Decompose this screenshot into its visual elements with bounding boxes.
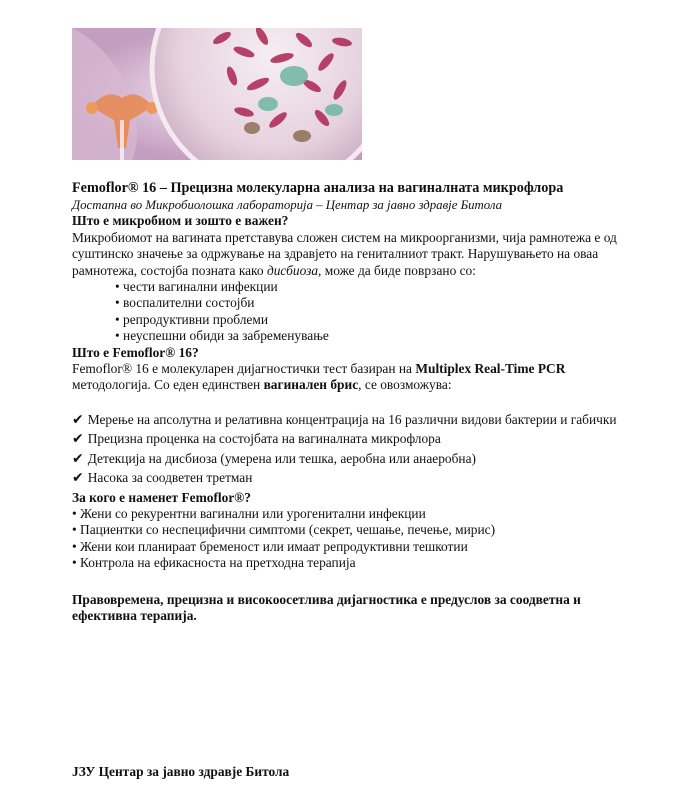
list-item: ✔ Прецизна проценка на состојбата на вагиналната микрофлора xyxy=(72,431,441,448)
microbiome-illustration xyxy=(72,28,362,160)
magnified-view xyxy=(152,28,362,160)
header-illustration xyxy=(72,28,362,160)
checkmark-icon: ✔ xyxy=(72,431,84,448)
list-item: ✔ Детекција на дисбиоза (умерена или тешка, аеробна или анаеробна) xyxy=(72,450,476,467)
checkmark-icon: ✔ xyxy=(72,450,84,467)
list-item: • Жени кои планираат бременост или имаат репродуктивни тешкотии xyxy=(72,539,632,555)
list-item: • воспалителни состојби xyxy=(115,295,632,311)
document-subtitle: Достапна во Микробиолошка лабораторија – Центар за јавно здравје Битола xyxy=(72,198,502,212)
section-text-femoflor: Femoflor® 16 е молекуларен дијагностички тест базиран на Multiplex Real-Time PCR методологија. Со еден единствен вагинален брис, се овозможува: xyxy=(72,361,566,393)
document-title: Femoflor® 16 – Прецизна молекуларна анализа на вагиналната микрофлора xyxy=(72,180,564,196)
list-item: ✔ Мерење на апсолутна и релативна концентрација на 16 различни видови бактерии и габички xyxy=(72,411,617,428)
list-item: • Жени со рекурентни вагинални или урогенитални инфекции xyxy=(72,506,632,522)
list-item: • Контрола на ефикасноста на претходна терапија xyxy=(72,555,632,571)
section-heading-femoflor: Што е Femoflor® 16? xyxy=(72,344,199,360)
condition-list xyxy=(72,279,632,345)
list-item: • Пациентки со неспецифични симптоми (секрет, чешање, печење, мирис) xyxy=(72,522,632,538)
closing-statement: Правовремена, прецизна и високоосетлива дијагностика е предуслов за соодветна и ефективна терапија. xyxy=(72,591,581,623)
list-item: • репродуктивни проблеми xyxy=(115,312,632,328)
capability-list xyxy=(72,412,632,487)
list-item: ✔ Насока за соодветен третман xyxy=(72,470,253,487)
document-body xyxy=(72,179,632,624)
section-heading-microbiome: Што е микробиом и зошто е важен? xyxy=(72,213,289,229)
section-heading-audience: За кого е наменет Femoflor®? xyxy=(72,489,251,505)
section-text-microbiome: Микробиомот на вагината претставува сложен систем на микроорганизми, чија рамнотежа е од суштинско значење за одржување на здравјето на гениталниот тракт. Нарушувањето на оваа рамнотежа, состојба позната како дисбиоза, може да биде поврзано со: xyxy=(72,229,617,278)
audience-list xyxy=(72,506,632,572)
footer-institution: ЈЗУ Центар за јавно здравје Битола xyxy=(72,764,290,779)
list-item: • чести вагинални инфекции xyxy=(115,279,632,295)
checkmark-icon: ✔ xyxy=(72,411,84,428)
checkmark-icon: ✔ xyxy=(72,470,84,487)
list-item: • неуспешни обиди за забременување xyxy=(115,328,632,344)
